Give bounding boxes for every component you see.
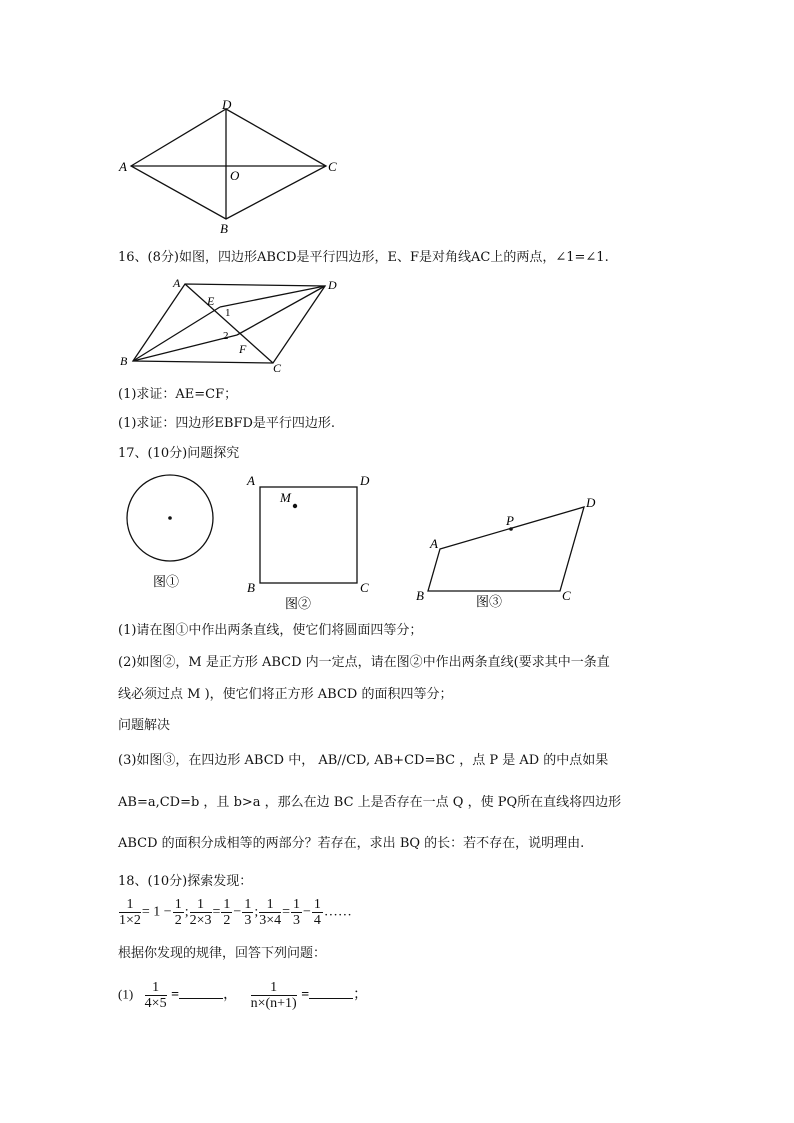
label-D: D bbox=[360, 473, 370, 488]
q17-p3-line3: ABCD 的面积分成相等的两部分？若存在，求出 BQ 的长：若不存在，说明理由. bbox=[118, 836, 585, 851]
fraction: $\frac{1}{3\times 4}$ bbox=[259, 897, 282, 928]
q16-sub2: (1)求证：四边形EBFD是平行四边形. bbox=[118, 416, 336, 431]
label-B: B bbox=[220, 221, 228, 235]
parallelogram-figure bbox=[115, 275, 350, 375]
square-figure bbox=[242, 470, 377, 615]
fraction: $\frac{1}{2\times 3}$ bbox=[189, 897, 212, 928]
q18-series: $\frac{1}{1\times 2}$ = 1 − $\frac{1}{2}$ ; $\frac{1}{2\times 3}$ = $\frac{1}{2}$ − $\frac{1}{3}$ ; $\frac{1}{3\times 4}$ = $\frac{1}{3}$ − $\frac{1}{4}$ …… bbox=[119, 897, 352, 928]
label-C: C bbox=[328, 159, 337, 174]
label-A: A bbox=[430, 536, 438, 551]
q16-sub1: (1)求证：AE=CF； bbox=[118, 387, 238, 402]
q16-heading: 16、(8分)如图，四边形ABCD是平行四边形，E、F是对角线AC上的两点，∠1=∠1. bbox=[118, 250, 609, 265]
q17-p2-line1: (2)如图②，M 是正方形 ABCD 内一定点，请在图②中作出两条直线(要求其中一条直 bbox=[118, 655, 610, 670]
label-A: A bbox=[173, 276, 181, 290]
fraction: $\frac{1}{2}$ bbox=[223, 897, 231, 928]
q18-heading: 18、(10分)探索发现： bbox=[118, 874, 253, 889]
label-D: D bbox=[328, 278, 337, 292]
q17-p3-line1: (3)如图③，在四边形 ABCD 中， AB//CD, AB+CD=BC ，点 P 是 AD 的中点如果 bbox=[118, 753, 609, 768]
q17-p2-line2: 线必须过点 M )，使它们将正方形 ABCD 的面积四等分； bbox=[118, 687, 453, 702]
trapezoid-figure bbox=[410, 490, 605, 610]
label-A: A bbox=[119, 159, 127, 174]
label-A: A bbox=[247, 473, 255, 488]
q18-sub1: (1) $\frac{1}{4\times 5}$ = ， $\frac{1}{n\times(n+1)}$ = ； bbox=[118, 980, 368, 1011]
label-E: E bbox=[207, 294, 215, 308]
q17-heading: 17、(10分)问题探究 bbox=[118, 446, 240, 461]
label-C: C bbox=[273, 361, 282, 375]
rhombus-figure bbox=[115, 95, 345, 235]
fraction: $\frac{1}{2}$ bbox=[174, 897, 182, 928]
label-M: M bbox=[280, 490, 291, 505]
label-D: D bbox=[222, 97, 232, 112]
answer-blank-1[interactable] bbox=[179, 986, 223, 999]
label-D: D bbox=[586, 495, 596, 510]
label-angle-1: 1 bbox=[225, 307, 231, 319]
q17-p3-line2: AB=a,CD=b ，且 b>a ，那么在边 BC 上是否存在一点 Q ，使 PQ所在直线将四边形 bbox=[118, 795, 622, 810]
fraction: $\frac{1}{4}$ bbox=[313, 897, 321, 928]
fraction: $\frac{1}{3}$ bbox=[293, 897, 301, 928]
label-B: B bbox=[120, 354, 128, 368]
fraction: $\frac{1}{4\times 5}$ bbox=[144, 980, 167, 1011]
label-F: F bbox=[239, 342, 247, 356]
label-angle-2: 2 bbox=[223, 330, 229, 342]
q17-section-title: 问题解决 bbox=[118, 718, 171, 733]
circle-figure bbox=[120, 470, 220, 590]
answer-blank-2[interactable] bbox=[309, 986, 353, 999]
fraction: $\frac{1}{3}$ bbox=[244, 897, 252, 928]
label-B: B bbox=[247, 580, 255, 595]
fig2-caption: 图② bbox=[285, 596, 312, 611]
label-P: P bbox=[506, 513, 514, 528]
q17-p1: (1)请在图①中作出两条直线，使它们将圆面四等分； bbox=[118, 623, 423, 638]
label-C: C bbox=[360, 580, 369, 595]
fig1-caption: 图① bbox=[153, 574, 180, 589]
fraction: $\frac{1}{1\times 2}$ bbox=[119, 897, 141, 928]
label-O: O bbox=[230, 168, 240, 183]
label-B: B bbox=[416, 588, 424, 603]
label-C: C bbox=[562, 588, 571, 603]
q18-instruction: 根据你发现的规律，回答下列问题： bbox=[118, 946, 327, 961]
fig3-caption: 图③ bbox=[476, 594, 503, 609]
fraction: $\frac{1}{n\times(n+1)}$ bbox=[250, 980, 297, 1011]
